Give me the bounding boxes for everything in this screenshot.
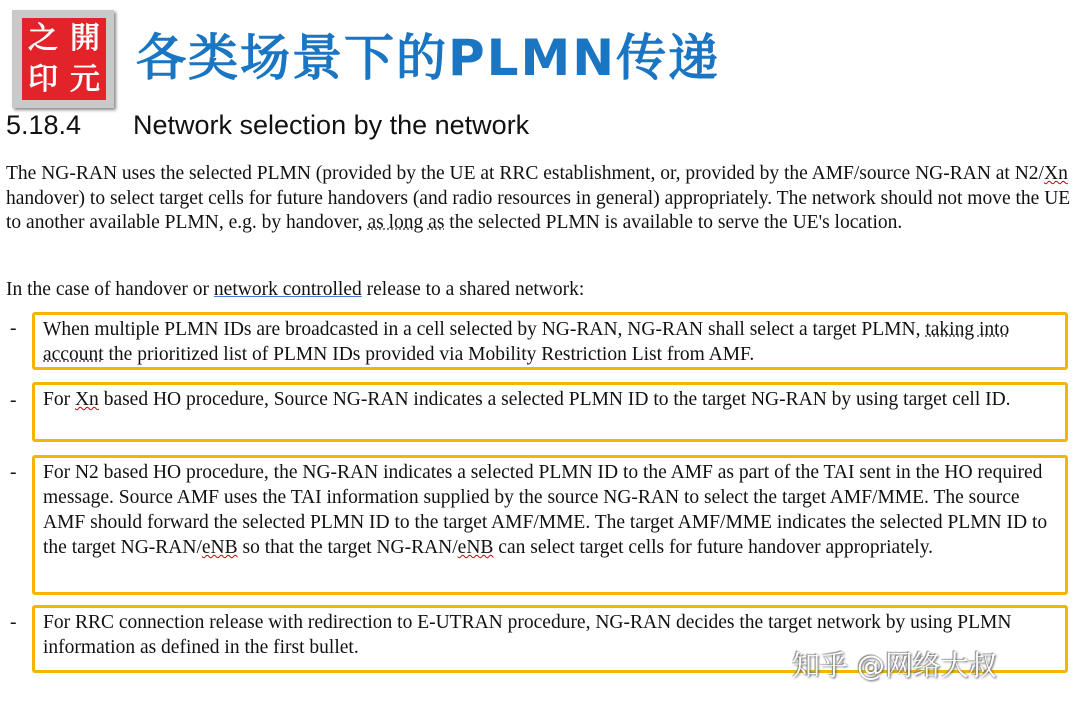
text: release to a shared network: xyxy=(361,279,585,300)
bullet-box-3 xyxy=(32,455,1068,595)
logo-char: 元 xyxy=(70,61,100,97)
section-heading xyxy=(6,110,529,141)
logo xyxy=(12,10,114,108)
bullet-dash: - xyxy=(10,390,17,411)
paragraph-1 xyxy=(6,162,1076,236)
bullet-dash: - xyxy=(10,612,17,633)
text: based HO procedure, Source NG-RAN indicates a selected PLMN ID to the target NG-RAN by using target cell ID. xyxy=(98,389,1011,410)
text: the prioritized list of PLMN IDs provided via Mobility Restriction List from AMF. xyxy=(103,344,755,365)
text: Xn xyxy=(74,389,99,410)
text: For N2 based HO procedure, the NG-RAN indicates a selected PLMN ID to the AMF as part of the TAI sent in the HO required message. Source AMF uses the TAI information supplied by the source NG-RAN to select the target AMF/MME. The source AMF should forward the selected PLMN ID to the target AMF/MME. The target AMF/MME indicates the selected PLMN ID to the target NG-RAN/ xyxy=(43,462,1048,558)
text: taking into account xyxy=(43,319,1010,365)
text: the selected PLMN is available to serve the UE's location. xyxy=(444,212,903,233)
text: can select target cells for future handover appropriately. xyxy=(493,537,934,558)
text: When multiple PLMN IDs are broadcasted in a cell selected by NG-RAN, NG-RAN shall select a target PLMN, xyxy=(43,319,926,340)
text: For RRC connection release with redirection to E-UTRAN procedure, NG-RAN decides the target network by using PLMN information as defined in the first bullet. xyxy=(43,612,1012,658)
bullet-box-1 xyxy=(32,312,1068,370)
text: as long as xyxy=(367,212,445,233)
bullet-dash: - xyxy=(10,462,17,483)
text: For xyxy=(43,389,75,410)
bullet-box-2 xyxy=(32,382,1068,442)
text: The NG-RAN uses the selected PLMN (provided by the UE at RRC establishment, or, provided by the AMF/source NG-RAN at N2/ xyxy=(6,163,1044,184)
text: so that the target NG-RAN/ xyxy=(237,537,458,558)
paragraph-2 xyxy=(6,278,1076,303)
text: eNB xyxy=(201,537,238,558)
text: eNB xyxy=(457,537,494,558)
logo-char: 之 xyxy=(28,20,58,56)
seal-logo xyxy=(22,18,106,100)
text: Xn xyxy=(1043,163,1068,184)
logo-char: 印 xyxy=(28,61,58,97)
logo-char: 開 xyxy=(70,20,100,56)
slide-title: 各类场景下的PLMN传递 xyxy=(136,29,721,87)
watermark: 知乎 @网络大叔 xyxy=(792,649,997,682)
text: handover) to select target cells for future handovers (and radio resources in general) appropriately. The network should not move the UE to another available PLMN, e.g. by handover, xyxy=(6,187,1071,233)
text: network controlled xyxy=(213,279,362,300)
text: In the case of handover or xyxy=(6,279,214,300)
section-number: 5.18.4 xyxy=(6,110,82,140)
section-title: Network selection by the network xyxy=(133,110,530,140)
bullet-dash: - xyxy=(10,318,17,339)
